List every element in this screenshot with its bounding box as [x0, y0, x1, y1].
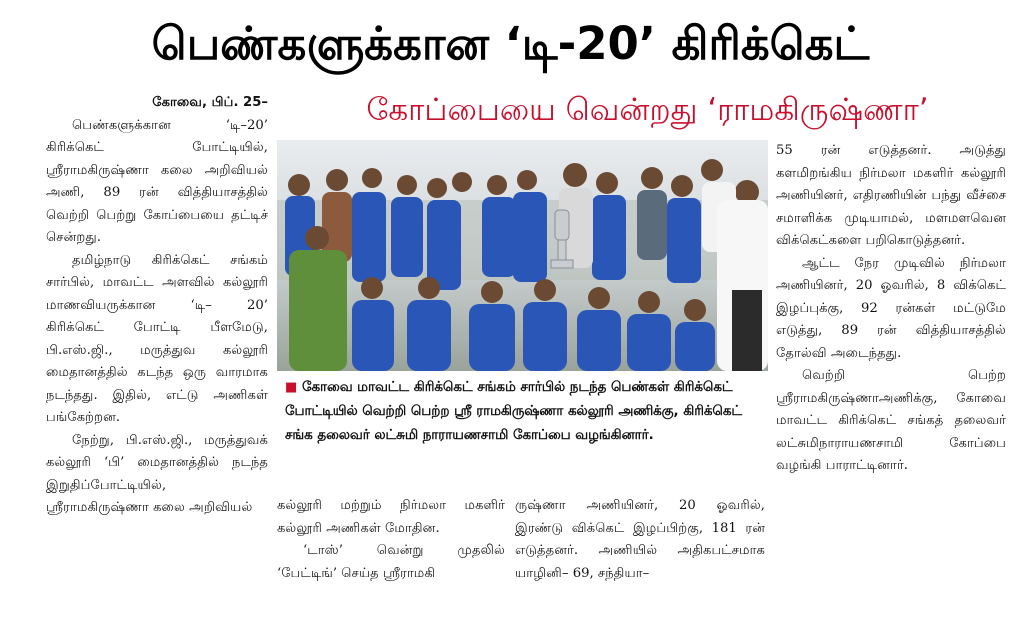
article-column-3: [515, 495, 765, 585]
headline: பெண்களுக்கான ‘டி-20’ கிரிக்கெட்: [151, 17, 870, 70]
col4-paragraph-3: வெற்றி பெற்ற ஸ்ரீராமகிருஷ்ணாஅணிக்கு, கோவை மாவட்ட கிரிக்கெட் சங்கத் தலைவர் லட்சுமிநாராயணசாமி கோப்பை வழங்கி பாராட்டினார்.: [776, 368, 1006, 473]
col4-paragraph-1: 55 ரன் எடுத்தனர். அடுத்து களமிறங்கிய நிர்மலா மகளிர் கல்லூரி அணியினர், எதிரணியின் பந்து வீச்சை சமாளிக்க முடியாமல், மளமளவென விக்கெட்களை பறிகொடுத்தனர்.: [776, 143, 1006, 248]
col1-paragraph-1: பெண்களுக்கான ‘டி–20’ கிரிக்கெட் போட்டியில், ஸ்ரீராமகிருஷ்ணா கலை அறிவியல் அணி, 89 ரன் வித்தியாசத்தில் வெற்றி பெற்று கோப்பையை தட்டிச் சென்றது.: [46, 117, 268, 245]
col4-paragraph-2: ஆட்ட நேர முடிவில் நிர்மலா அணியினர், 20 ஓவரில், 8 விக்கெட் இழப்புக்கு, 92 ரன்கள் மட்டுமே எடுத்து, 89 ரன் வித்தியாசத்தில் தோல்வி அடைந்தது.: [776, 255, 1006, 361]
article-column-2: [277, 495, 505, 585]
article-column-1: [46, 92, 268, 520]
caption-bullet-icon: ■: [285, 380, 298, 395]
team-photo: [277, 140, 768, 371]
caption-text: கோவை மாவட்ட கிரிக்கெட் சங்கம் சார்பில் நடந்த பெண்கள் கிரிக்கெட் போட்டியில் வெற்றி பெற்ற ஸ்ரீ ராமகிருஷ்ணா கல்லூரி அணிக்கு, கிரிக்கெட் சங்க தலைவர் லட்சுமி நாராயணசாமி கோப்பை வழங்கினார்.: [285, 380, 743, 443]
col3-paragraph-1: ருஷ்ணா அணியினர், 20 ஓவரில், இரண்டு விக்கெட் இழப்பிற்கு, 181 ரன் எடுத்தனர். அணியில் அதிகபட்சமாக யாழினி– 69, சந்தியா–: [515, 498, 765, 581]
dateline: கோவை, பிப். 25–: [152, 95, 268, 110]
subheadline: கோப்பையை வென்றது ‘ராமகிருஷ்ணா’: [366, 92, 929, 128]
col1-paragraph-3: நேற்று, பி.எஸ்.ஜி., மருத்துவக் கல்லூரி ‘பி’ மைதானத்தில் நடந்த இறுதிப்போட்டியில், ஸ்ரீராமகிருஷ்ணா கலை அறிவியல்: [46, 432, 268, 515]
article-column-4: [776, 140, 1006, 478]
col2-paragraph-2: ‘டாஸ்’ வென்று முதலில் ‘பேட்டிங்’ செய்த ஸ்ரீராமகி: [277, 543, 505, 581]
photo-caption: [285, 376, 763, 448]
col1-paragraph-2: தமிழ்நாடு கிரிக்கெட் சங்கம் சார்பில், மாவட்ட அளவில் கல்லூரி மாணவியருக்கான ‘டி– 20’ கிரிக்கெட் போட்டி பீளமேடு, பி.எஸ்.ஜி., மருத்துவ கல்லூரி மைதானத்தில் கடந்த ஒரு வாரமாக நடந்தது. இதில், எட்டு அணிகள் பங்கேற்றன.: [46, 252, 268, 425]
col2-paragraph-1: கல்லூரி மற்றும் நிர்மலா மகளிர் கல்லூரி அணிகள் மோதின.: [277, 498, 505, 536]
